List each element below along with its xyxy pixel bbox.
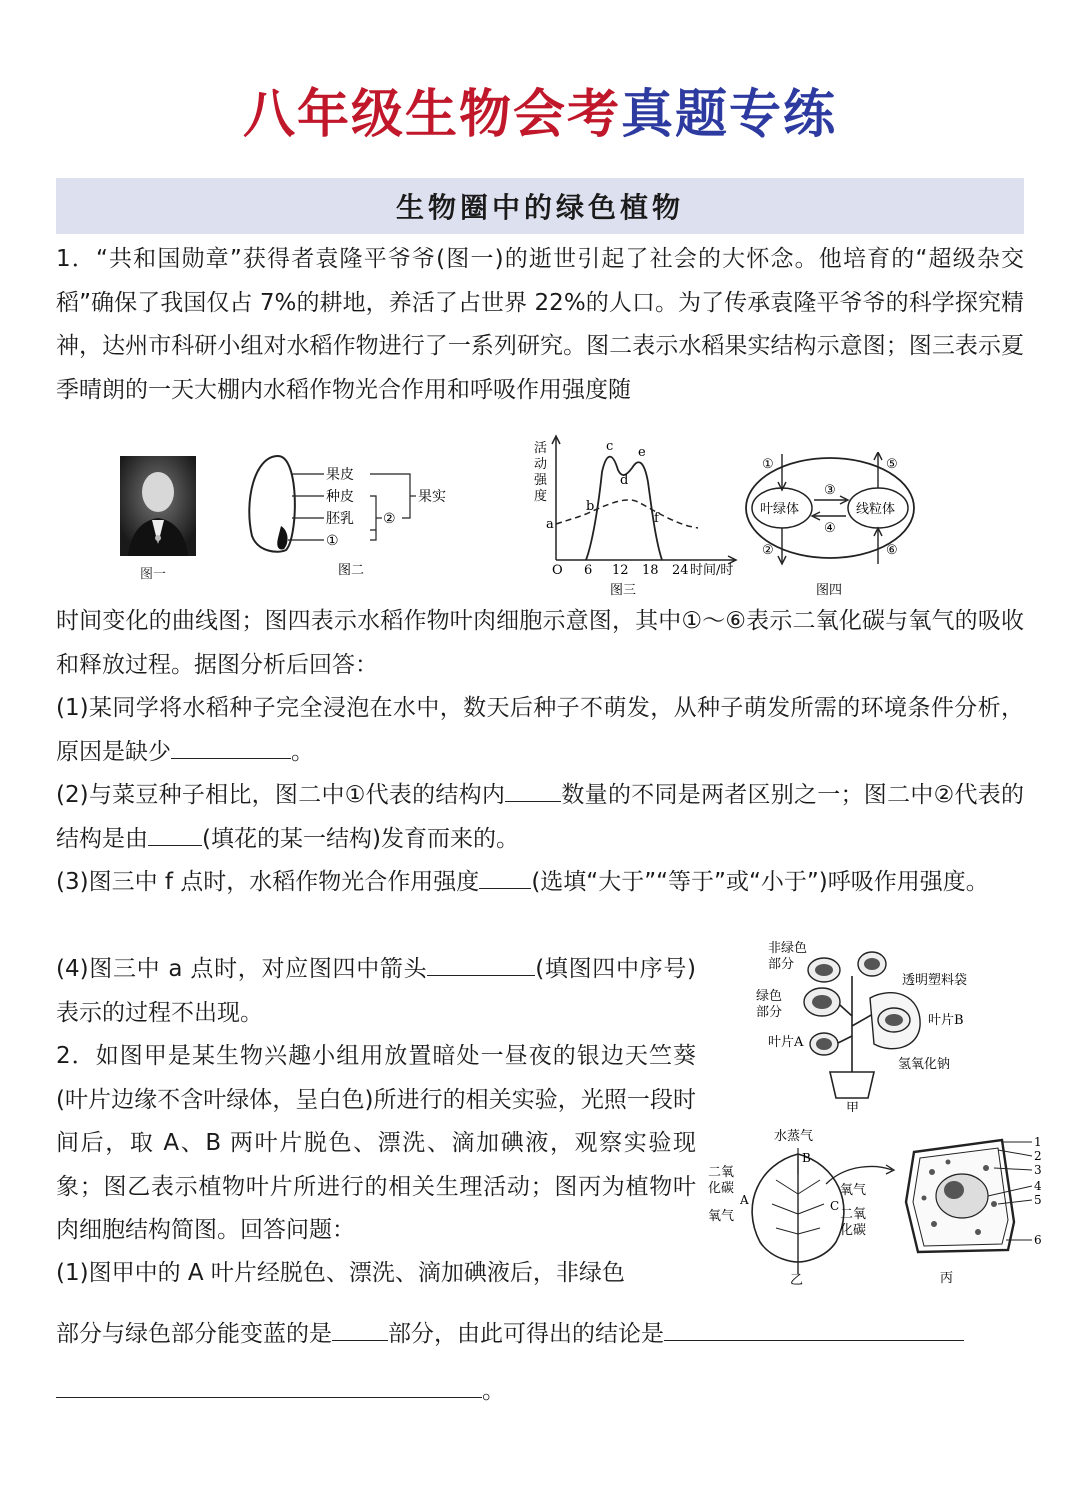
svg-text:B: B (802, 1151, 811, 1165)
svg-text:果皮: 果皮 (326, 467, 354, 483)
svg-text:活: 活 (534, 441, 548, 456)
answer-blank[interactable] (479, 862, 531, 889)
svg-text:④: ④ (824, 521, 836, 536)
figure-1 (118, 454, 198, 588)
svg-text:②: ② (762, 543, 774, 558)
svg-text:水蒸气: 水蒸气 (774, 1129, 814, 1144)
svg-text:①: ① (762, 457, 774, 472)
svg-text:二氧: 二氧 (840, 1207, 867, 1222)
svg-text:氧气: 氧气 (840, 1183, 867, 1198)
svg-text:5: 5 (1034, 1193, 1042, 1207)
svg-text:部分: 部分 (756, 1005, 783, 1020)
svg-text:透明塑料袋: 透明塑料袋 (902, 973, 968, 988)
answer-blank[interactable] (427, 949, 535, 976)
svg-text:e: e (638, 445, 646, 460)
svg-text:A: A (740, 1193, 749, 1207)
svg-text:a: a (546, 517, 554, 532)
svg-text:化碳: 化碳 (840, 1223, 867, 1238)
svg-text:1: 1 (1034, 1135, 1042, 1149)
svg-text:②: ② (383, 511, 396, 527)
svg-text:非绿色: 非绿色 (768, 941, 808, 956)
svg-text:C: C (830, 1199, 840, 1213)
svg-text:6: 6 (1034, 1233, 1042, 1247)
fig-yi-caption: 乙 (790, 1273, 804, 1288)
svg-text:f: f (654, 511, 659, 526)
svg-text:6: 6 (584, 563, 593, 578)
svg-text:2: 2 (1034, 1149, 1042, 1163)
svg-text:氢氧化钠: 氢氧化钠 (898, 1057, 951, 1072)
portrait-image (118, 454, 198, 584)
answer-blank[interactable] (56, 1371, 482, 1398)
fig3-caption: 图三 (610, 583, 637, 598)
q1-sub2: (2)与菜豆种子相比，图二中①代表的结构内 数量的不同是两者区别之一；图二中②代表的结构是由 (填花的某一结构)发育而来的。 (56, 774, 1024, 861)
title-blue: 真题专练 (621, 84, 838, 145)
q1-intro: 1．“共和国勋章”获得者袁隆平爷爷(图一)的逝世引起了社会的大怀念。他培育的“超级杂交稻”确保了我国仅占 7%的耕地，养活了占世界 22%的人口。为了传承袁隆平爷爷的科学探究精神，达州市科研小组对水稻作物进行了一系列研究。图二表示水稻果实结构示意图；图三表示夏季晴朗的一天大棚内水稻作物光合作用和呼吸作用强度随 (56, 246, 1024, 403)
svg-text:果实: 果实 (418, 489, 446, 505)
fig-jia-caption: 甲 (846, 1101, 860, 1112)
svg-text:线粒体: 线粒体 (856, 502, 896, 517)
svg-text:③: ③ (824, 483, 836, 498)
svg-text:动: 动 (534, 457, 548, 472)
figure-bing (898, 1132, 1050, 1292)
page-title (0, 72, 1080, 147)
svg-text:度: 度 (534, 489, 548, 504)
q1-sub3: (3)图三中 f 点时，水稻作物光合作用强度 (选填“大于”“等于”或“小于”)呼吸作用强度。 (56, 861, 1024, 905)
figure-3 (528, 432, 748, 606)
answer-blank[interactable] (505, 775, 561, 802)
svg-text:时间/时: 时间/时 (690, 563, 734, 578)
title-red: 八年级生物会考 (242, 84, 621, 145)
q2-sub1-line3: 。 (56, 1370, 1024, 1414)
answer-blank[interactable] (332, 1314, 388, 1341)
fig-bing-caption: 丙 (940, 1271, 954, 1286)
q2-intro: 2．如图甲是某生物兴趣小组用放置暗处一昼夜的银边天竺葵(叶片边缘不含叶绿体，呈白色)所进行的相关实验，光照一段时间后，取 A、B 两叶片脱色、漂洗、滴加碘液，观察实验现象；图乙表示植物叶片所进行的相关生理活动；图丙为植物叶肉细胞结构简图。回答问题： (56, 1043, 696, 1243)
svg-text:部分: 部分 (768, 957, 795, 972)
q1-sub1: (1)某同学将水稻种子完全浸泡在水中，数天后种子不萌发，从种子萌发所需的环境条件分析，原因是缺少 。 (56, 695, 1024, 765)
figure-2 (240, 452, 470, 586)
fig1-caption: 图一 (140, 567, 167, 582)
q2-sub1-line2: 部分与绿色部分能变蓝的是 部分，由此可得出的结论是 (56, 1313, 1024, 1357)
svg-text:c: c (606, 439, 614, 454)
svg-text:3: 3 (1034, 1163, 1042, 1177)
svg-text:12: 12 (612, 563, 629, 578)
q1-sub4: (4)图三中 a 点时，对应图四中箭头 (填图四中序号)表示的过程不出现。 (56, 948, 696, 1035)
svg-text:二氧: 二氧 (708, 1165, 735, 1180)
svg-text:绿色: 绿色 (756, 989, 783, 1004)
svg-text:种皮: 种皮 (326, 489, 354, 505)
svg-text:18: 18 (642, 563, 659, 578)
fig2-caption: 图二 (338, 563, 365, 578)
svg-text:叶绿体: 叶绿体 (760, 502, 800, 517)
answer-blank[interactable] (171, 732, 291, 759)
figure-yi (706, 1124, 896, 1292)
svg-text:4: 4 (1034, 1179, 1042, 1193)
fig4-caption: 图四 (816, 583, 843, 598)
svg-text:⑤: ⑤ (886, 457, 898, 472)
q1-intro-cont: 时间变化的曲线图；图四表示水稻作物叶肉细胞示意图，其中①～⑥表示二氧化碳与氧气的吸收和释放过程。据图分析后回答： (56, 608, 1024, 678)
svg-text:O: O (552, 563, 563, 578)
svg-text:叶片A: 叶片A (768, 1035, 804, 1050)
section-header: 生物圈中的绿色植物 (56, 178, 1024, 234)
svg-text:氧气: 氧气 (708, 1209, 735, 1224)
svg-text:⑥: ⑥ (886, 543, 898, 558)
svg-text:胚乳: 胚乳 (326, 511, 354, 527)
figure-jia (752, 936, 1022, 1116)
svg-text:b: b (586, 499, 595, 514)
answer-blank[interactable] (148, 819, 202, 846)
q2-sub1-line1: (1)图甲中的 A 叶片经脱色、漂洗、滴加碘液后，非绿色 (56, 1260, 625, 1286)
svg-text:①: ① (326, 533, 339, 549)
svg-text:叶片B: 叶片B (928, 1013, 964, 1028)
svg-text:化碳: 化碳 (708, 1181, 735, 1196)
figure-4 (740, 452, 920, 606)
svg-text:24: 24 (672, 563, 689, 578)
svg-text:强: 强 (534, 473, 548, 488)
svg-text:d: d (620, 473, 629, 488)
answer-blank[interactable] (664, 1314, 964, 1341)
